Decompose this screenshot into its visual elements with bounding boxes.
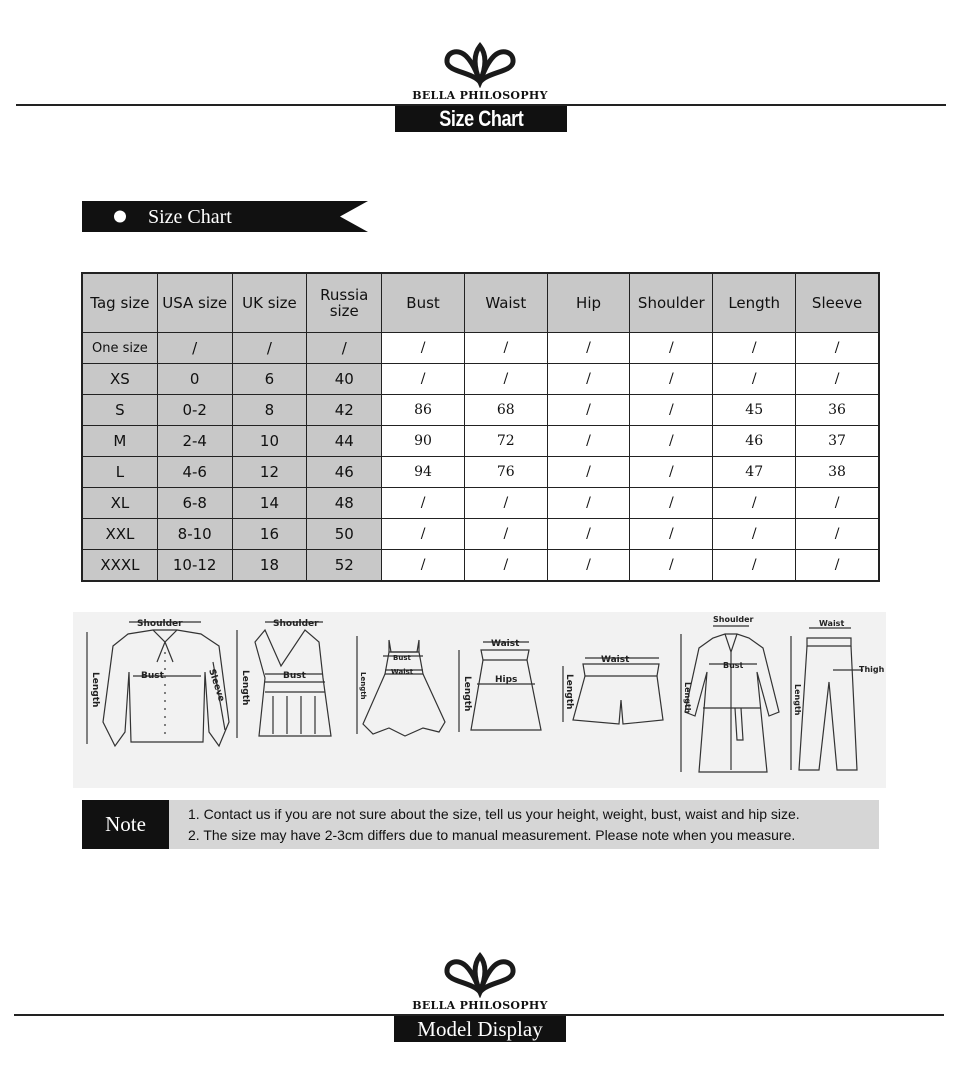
table-cell: 52 (307, 550, 382, 582)
table-cell: XL (82, 488, 157, 519)
table-row (82, 488, 879, 519)
table-cell: / (547, 488, 630, 519)
table-cell: / (307, 333, 382, 364)
col-header-bust: Bust (382, 273, 465, 333)
table-row (82, 550, 879, 582)
label-shoulder-1: Shoulder (137, 619, 183, 629)
table-cell: 68 (464, 395, 547, 426)
table-row (82, 364, 879, 395)
table-cell: / (464, 333, 547, 364)
table-cell: / (713, 364, 796, 395)
bullet-icon (114, 211, 126, 223)
table-cell: / (713, 550, 796, 582)
col-header-length: Length (713, 273, 796, 333)
table-cell: 16 (232, 519, 307, 550)
table-cell: / (464, 364, 547, 395)
table-cell: / (713, 519, 796, 550)
table-cell: 86 (382, 395, 465, 426)
table-cell: / (464, 488, 547, 519)
table-cell: 8 (232, 395, 307, 426)
col-header-sleeve: Sleeve (796, 273, 879, 333)
col-header-hip: Hip (547, 273, 630, 333)
table-cell: 42 (307, 395, 382, 426)
dress-diagram-icon (357, 636, 445, 736)
label-bust-1: Bust (141, 671, 164, 681)
table-cell: / (547, 519, 630, 550)
table-cell: / (630, 395, 713, 426)
table-cell: 10-12 (157, 550, 232, 582)
table-cell: 37 (796, 426, 879, 457)
table-cell: / (547, 457, 630, 488)
table-cell: / (547, 426, 630, 457)
table-cell: / (382, 364, 465, 395)
label-shoulder-2: Shoulder (273, 619, 319, 629)
table-cell: / (547, 364, 630, 395)
table-row (82, 457, 879, 488)
table-cell: 4-6 (157, 457, 232, 488)
table-cell: / (547, 333, 630, 364)
table-cell: S (82, 395, 157, 426)
footer-brand-name: BELLA PHILOSOPHY (412, 999, 548, 1012)
blouse-diagram-icon (87, 622, 229, 746)
table-cell: 8-10 (157, 519, 232, 550)
label-thigh-7: Thigh (859, 665, 885, 674)
table-cell: / (713, 488, 796, 519)
table-cell: / (796, 364, 879, 395)
table-cell: / (547, 550, 630, 582)
table-row (82, 333, 879, 364)
table-cell: L (82, 457, 157, 488)
label-length-2: Length (240, 670, 250, 706)
table-cell: / (630, 488, 713, 519)
table-cell: 50 (307, 519, 382, 550)
note-line-2: 2. The size may have 2-3cm differs due to manual measurement. Please note when you measure. (188, 827, 796, 843)
table-header-row (82, 273, 879, 333)
brand-name: BELLA PHILOSOPHY (412, 89, 548, 102)
table-row (82, 426, 879, 457)
label-bust-3: Bust (393, 654, 411, 662)
col-header-waist: Waist (464, 273, 547, 333)
label-length-1: Length (90, 672, 100, 708)
table-cell: 0 (157, 364, 232, 395)
shorts-diagram-icon (563, 658, 663, 724)
table-cell: One size (82, 333, 157, 364)
table-cell: / (464, 550, 547, 582)
note-label: Note (82, 800, 169, 849)
table-cell: 6 (232, 364, 307, 395)
table-cell: / (796, 333, 879, 364)
table-cell: / (630, 426, 713, 457)
label-length-4: Length (462, 676, 472, 712)
label-length-5: Length (564, 674, 574, 710)
coat-diagram-icon (681, 626, 779, 772)
table-cell: 48 (307, 488, 382, 519)
label-waist-5: Waist (601, 655, 630, 665)
size-table (81, 272, 880, 582)
table-cell: / (232, 333, 307, 364)
table-cell: XS (82, 364, 157, 395)
table-cell: 40 (307, 364, 382, 395)
table-cell: / (796, 519, 879, 550)
table-cell: / (713, 333, 796, 364)
table-row (82, 395, 879, 426)
label-waist-4: Waist (491, 639, 520, 649)
col-header-tag-size: Tag size (82, 273, 157, 333)
note-line-1: 1. Contact us if you are not sure about the size, tell us your height, weight, bust, waist and hip size. (188, 806, 800, 822)
table-cell: 46 (307, 457, 382, 488)
table-cell: / (796, 488, 879, 519)
table-cell: / (382, 550, 465, 582)
label-sleeve-1: Sleeve (206, 667, 227, 704)
table-cell: 72 (464, 426, 547, 457)
table-cell: / (630, 333, 713, 364)
table-cell: 36 (796, 395, 879, 426)
table-cell: 45 (713, 395, 796, 426)
brand-logo-icon (442, 42, 518, 88)
table-cell: 12 (232, 457, 307, 488)
table-cell: / (630, 364, 713, 395)
table-cell: / (796, 550, 879, 582)
table-cell: M (82, 426, 157, 457)
table-cell: 6-8 (157, 488, 232, 519)
table-cell: 14 (232, 488, 307, 519)
footer-title: Model Display (394, 1016, 566, 1042)
section-title: Size Chart (148, 206, 232, 228)
label-waist-7: Waist (819, 619, 845, 628)
table-cell: 0-2 (157, 395, 232, 426)
label-hips-4: Hips (495, 675, 518, 685)
table-cell: / (382, 333, 465, 364)
col-header-russia-size: Russia size (307, 273, 382, 333)
table-cell: 94 (382, 457, 465, 488)
label-bust-6: Bust (723, 661, 744, 670)
col-header-uk-size: UK size (232, 273, 307, 333)
table-cell: / (464, 519, 547, 550)
table-cell: / (382, 519, 465, 550)
label-length-3: Length (359, 672, 367, 700)
table-cell: 10 (232, 426, 307, 457)
label-length-6: Length (683, 682, 692, 714)
table-cell: 2-4 (157, 426, 232, 457)
table-cell: 38 (796, 457, 879, 488)
table-cell: 90 (382, 426, 465, 457)
table-row (82, 519, 879, 550)
table-cell: / (382, 488, 465, 519)
table-cell: XXL (82, 519, 157, 550)
brand-logo-icon (442, 952, 518, 998)
label-bust-2: Bust (283, 671, 306, 681)
col-header-shoulder: Shoulder (630, 273, 713, 333)
table-cell: 18 (232, 550, 307, 582)
col-header-usa-size: USA size (157, 273, 232, 333)
table-cell: 76 (464, 457, 547, 488)
table-cell: 44 (307, 426, 382, 457)
table-cell: / (630, 550, 713, 582)
table-cell: / (547, 395, 630, 426)
label-shoulder-6: Shoulder (713, 615, 754, 624)
page-title: Size Chart (395, 106, 567, 132)
table-cell: 46 (713, 426, 796, 457)
table-cell: / (157, 333, 232, 364)
measurement-diagrams (73, 612, 886, 788)
label-waist-3: Waist (391, 668, 414, 676)
table-cell: / (630, 519, 713, 550)
label-length-7: Length (793, 684, 802, 716)
table-cell: XXXL (82, 550, 157, 582)
table-cell: 47 (713, 457, 796, 488)
table-cell: / (630, 457, 713, 488)
